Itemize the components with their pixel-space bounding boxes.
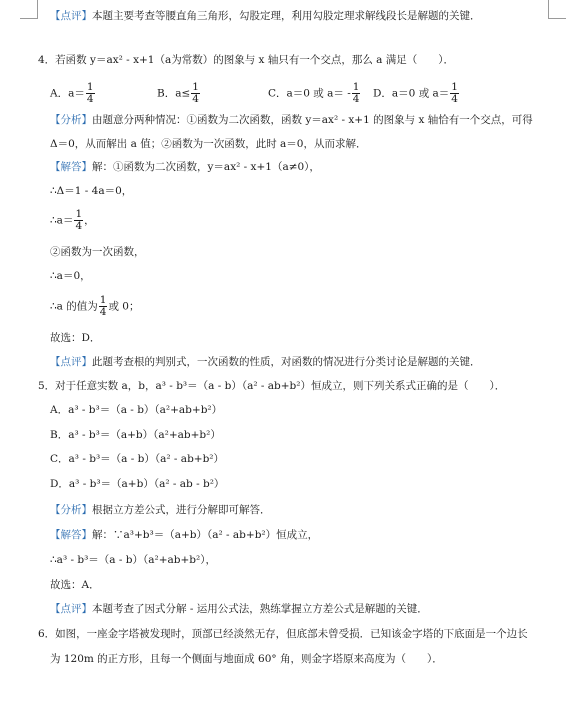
answer-5-line1: 【解答】解：∵a³+b³＝（a+b）（a² - ab+b²）恒成立， [50, 529, 319, 541]
question-5: 5．对于任意实数 a，b，a³ - b³＝（a - b）（a² - ab+b²）恒成立，则下列关系式正确的是（ ）． [38, 380, 506, 392]
fraction: $\frac{1}{4}$ [352, 81, 360, 105]
question-6-line1: 6．如图，一座金字塔被发现时，顶部已经淡然无存，但底部未曾受损．已知该金字塔的下底面是一个边长 [38, 628, 528, 640]
analysis-4-line1: 【分析】由题意分两种情况：①函数为二次函数，函数 y＝ax² - x+1 的图象与 x 轴恰有一个交点，可得 [50, 114, 533, 126]
fraction: $\frac{1}{4}$ [75, 208, 83, 232]
section-tag: 【点评】 [50, 10, 92, 22]
option-5c: C．a³ - b³＝（a - b）（a² - ab+b²） [50, 453, 225, 465]
section-tag: 【分析】 [50, 504, 92, 516]
answer-4-line3: ∴a＝ $\frac{1}{4}$ ， [50, 208, 95, 232]
option-5b: B．a³ - b³＝（a+b）（a²+ab+b²） [50, 429, 221, 441]
option-5d: D．a³ - b³＝（a+b）（a² - ab - b²） [50, 478, 225, 490]
answer-4-line4: ②函数为一次函数， [50, 246, 145, 258]
answer-4-line6: ∴a 的值为 $\frac{1}{4}$ 或 0； [50, 294, 140, 318]
section-tag: 【解答】 [50, 161, 92, 173]
section-tag: 【分析】 [50, 114, 92, 126]
fraction: $\frac{1}{4}$ [451, 81, 458, 105]
fraction: $\frac{1}{4}$ [99, 294, 107, 318]
answer-5-line2: ∴a³ - b³＝（a - b）（a²+ab+b²）， [50, 554, 216, 566]
option-b: B．a≤ $\frac{1}{4}$ [157, 81, 199, 105]
comment-line-prev: 【点评】本题主要考查等腰直角三角形，勾股定理，利用勾股定理求解线段长是解题的关键． [50, 10, 481, 22]
question-4-options [0, 76, 586, 104]
answer-4-line5: ∴a＝0， [50, 270, 91, 282]
answer-4-line1: 【解答】解：①函数为二次函数，y＝ax² - x+1（a≠0）， [50, 161, 320, 173]
section-tag: 【点评】 [50, 603, 92, 615]
choice-4: 故选：D． [50, 332, 101, 344]
question-4: 4．若函数 y＝ax² - x+1（a为常数）的图象与 x 轴只有一个交点，那么 a 满足（ ）． [38, 54, 455, 66]
option-5a: A．a³ - b³＝（a - b）（a²+ab+b²） [50, 404, 223, 416]
option-d: D．a＝0 或 a＝ $\frac{1}{4}$ [373, 81, 458, 105]
fraction: $\frac{1}{4}$ [192, 81, 199, 105]
choice-5: 故选：A． [50, 579, 100, 591]
section-tag: 【点评】 [50, 356, 92, 368]
comment-4: 【点评】此题考查根的判别式，一次函数的性质，对函数的情况进行分类讨论是解题的关键． [50, 356, 481, 368]
answer-4-line2: ∴Δ＝1 - 4a＝0， [50, 185, 133, 197]
option-a: A．a＝ $\frac{1}{4}$ [50, 81, 94, 105]
analysis-4-line2: Δ＝0，从而解出 a 值；②函数为一次函数，此时 a＝0，从而求解． [50, 138, 367, 150]
option-c: C．a＝0 或 a＝ - $\frac{1}{4}$ [268, 81, 360, 105]
fraction: $\frac{1}{4}$ [86, 81, 94, 105]
analysis-5: 【分析】根据立方差公式，进行分解即可解答． [50, 504, 271, 516]
section-tag: 【解答】 [50, 529, 92, 541]
question-6-line2: 为 120m 的正方形，且每一个侧面与地面成 60° 角，则金字塔原来高度为（ ）． [50, 653, 443, 665]
comment-5: 【点评】本题考查了因式分解 - 运用公式法，熟练掌握立方差公式是解题的关键． [50, 603, 428, 615]
